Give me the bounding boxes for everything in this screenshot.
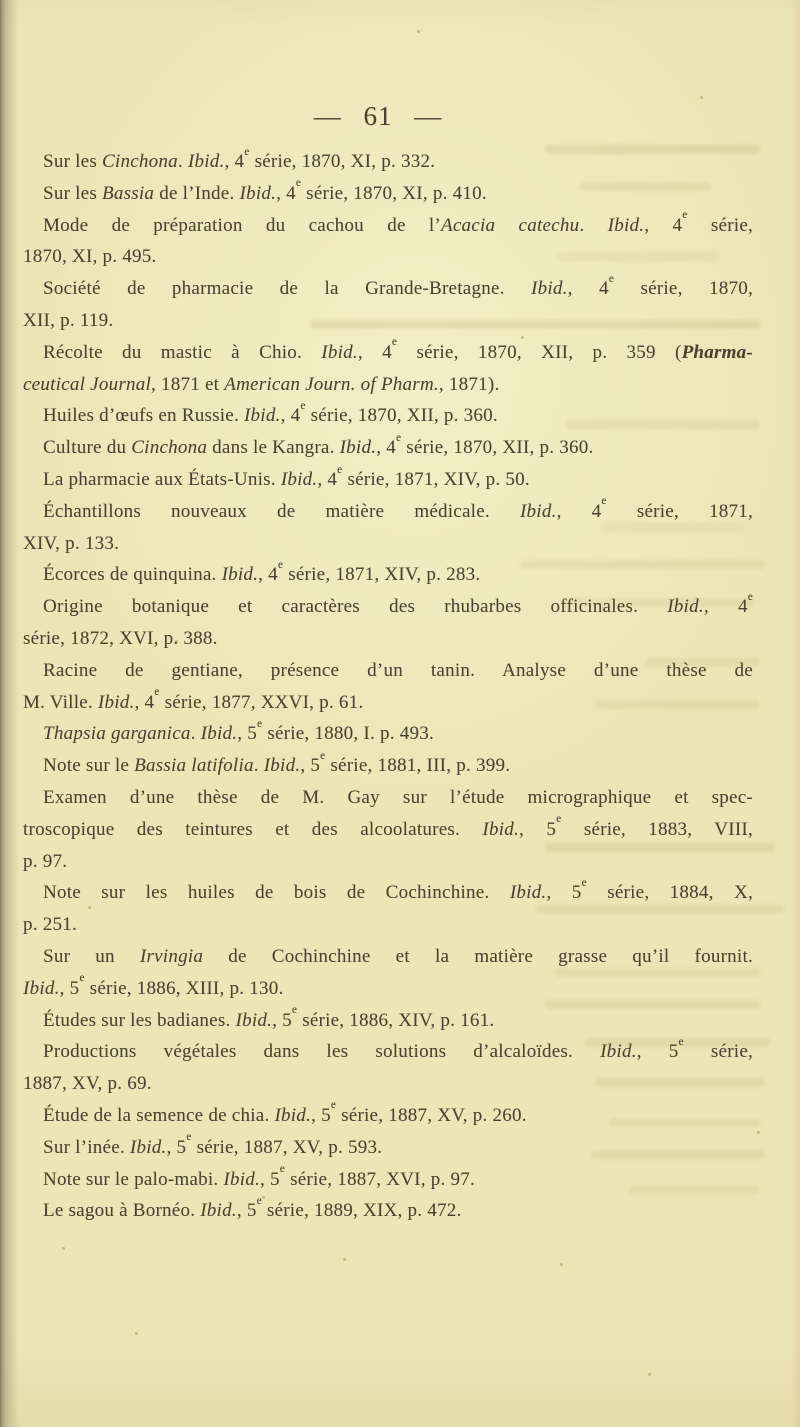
entry-line: Ibid., 5e série, 1886, XIII, p. 130. [23, 972, 284, 999]
page-gutter-shadow [0, 0, 20, 1427]
entry-line: Examen d’une thèse de M. Gay sur l’étude micrographique et spec- [43, 786, 753, 808]
bibliography-entry [23, 210, 753, 274]
bibliography-entry [23, 750, 753, 782]
entry-line: 1887, XV, p. 69. [23, 1073, 152, 1095]
bibliography-entry [23, 559, 753, 591]
entry-line: p. 97. [23, 850, 68, 872]
entry-line: Échantillons nouveaux de matière médicale. Ibid., 4e série, 1871, [43, 495, 754, 522]
entry-line: Origine botanique et caractères des rhubarbes officinales. Ibid., 4e [43, 590, 754, 618]
entry-line: Culture du Cinchona dans le Kangra. Ibid., 4e série, 1870, XII, p. 360. [43, 431, 594, 459]
bibliography-entry [23, 146, 753, 178]
entry-line: Récolte du mastic à Chio. Ibid., 4e série, 1870, XII, p. 359 (Pharma- [43, 336, 753, 363]
bibliography-entry [23, 496, 753, 560]
entry-line: Sur les Bassia de l’Inde. Ibid., 4e série, 1870, XI, p. 410. [43, 177, 487, 204]
entry-line: La pharmacie aux États-Unis. Ibid., 4e série, 1871, XIV, p. 50. [43, 463, 530, 490]
bibliography-entry [23, 337, 753, 401]
bibliography-entry [23, 400, 753, 432]
bibliography-entry [23, 1100, 753, 1132]
entry-line: Étude de la semence de chia. Ibid., 5e série, 1887, XV, p. 260. [43, 1099, 527, 1126]
bibliography-entry [23, 941, 753, 1005]
bibliography-entry [23, 782, 753, 877]
bibliography-entry [23, 1164, 753, 1196]
entry-line: Note sur le Bassia latifolia. Ibid., 5e série, 1881, III, p. 399. [43, 749, 511, 777]
bibliography-list [23, 146, 753, 1227]
entry-line: Mode de préparation du cachou de l’Acacia catechu. Ibid., 4e série, [43, 209, 753, 236]
entry-line: Productions végétales dans les solutions d’alcaloïdes. Ibid., 5e série, [43, 1035, 754, 1063]
entry-line: Le sagou à Bornéo. Ibid., 5e série, 1889, XIX, p. 472. [43, 1194, 462, 1222]
entry-line: Sur les Cinchona. Ibid., 4e série, 1870, XI, p. 332. [43, 145, 436, 172]
entry-line: Thapsia garganica. Ibid., 5e série, 1880, I. p. 493. [43, 717, 435, 745]
bibliography-entry [23, 273, 753, 337]
bibliography-entry [23, 1036, 753, 1100]
bibliography-entry [23, 1005, 753, 1037]
entry-line: Sur l’inée. Ibid., 5e série, 1887, XV, p. 593. [43, 1131, 383, 1158]
bibliography-entry [23, 1132, 753, 1164]
bibliography-entry [23, 178, 753, 210]
bibliography-entry [23, 718, 753, 750]
entry-line: XII, p. 119. [23, 309, 114, 331]
entry-line: ceutical Journal, 1871 et American Journ. of Pharm., 1871). [23, 373, 500, 395]
bibliography-entry [23, 877, 753, 941]
entry-line: série, 1872, XVI, p. 388. [23, 627, 218, 649]
entry-line: p. 251. [23, 914, 77, 936]
entry-line: 1870, XI, p. 495. [23, 246, 157, 268]
entry-line: Racine de gentiane, présence d’un tanin. Analyse d’une thèse de [43, 659, 753, 681]
entry-line: M. Ville. Ibid., 4e série, 1877, XXVI, p. 61. [23, 686, 364, 713]
entry-line: Note sur le palo-mabi. Ibid., 5e série, 1887, XVI, p. 97. [43, 1163, 475, 1190]
bibliography-entry [23, 655, 753, 719]
bibliography-entry [23, 1195, 753, 1227]
entry-line: Écorces de quinquina. Ibid., 4e série, 1871, XIV, p. 283. [43, 558, 481, 586]
bibliography-entry [23, 432, 753, 464]
entry-line: XIV, p. 133. [23, 532, 120, 554]
entry-line: Huiles d’œufs en Russie. Ibid., 4e série, 1870, XII, p. 360. [43, 399, 498, 427]
bibliography-entry [23, 464, 753, 496]
page-number: — 61 — [313, 101, 443, 131]
entry-line: troscopique des teintures et des alcoolatures. Ibid., 5e série, 1883, VIII, [23, 813, 754, 840]
entry-line: Note sur les huiles de bois de Cochinchine. Ibid., 5e série, 1884, X, [43, 876, 753, 904]
bibliography-entry [23, 591, 753, 655]
entry-line: Études sur les badianes. Ibid., 5e série, 1886, XIV, p. 161. [43, 1004, 495, 1031]
entry-line: Sur un Irvingia de Cochinchine et la matière grasse qu’il fournit. [43, 945, 753, 967]
entry-line: Société de pharmacie de la Grande-Bretagne. Ibid., 4e série, 1870, [43, 272, 753, 300]
